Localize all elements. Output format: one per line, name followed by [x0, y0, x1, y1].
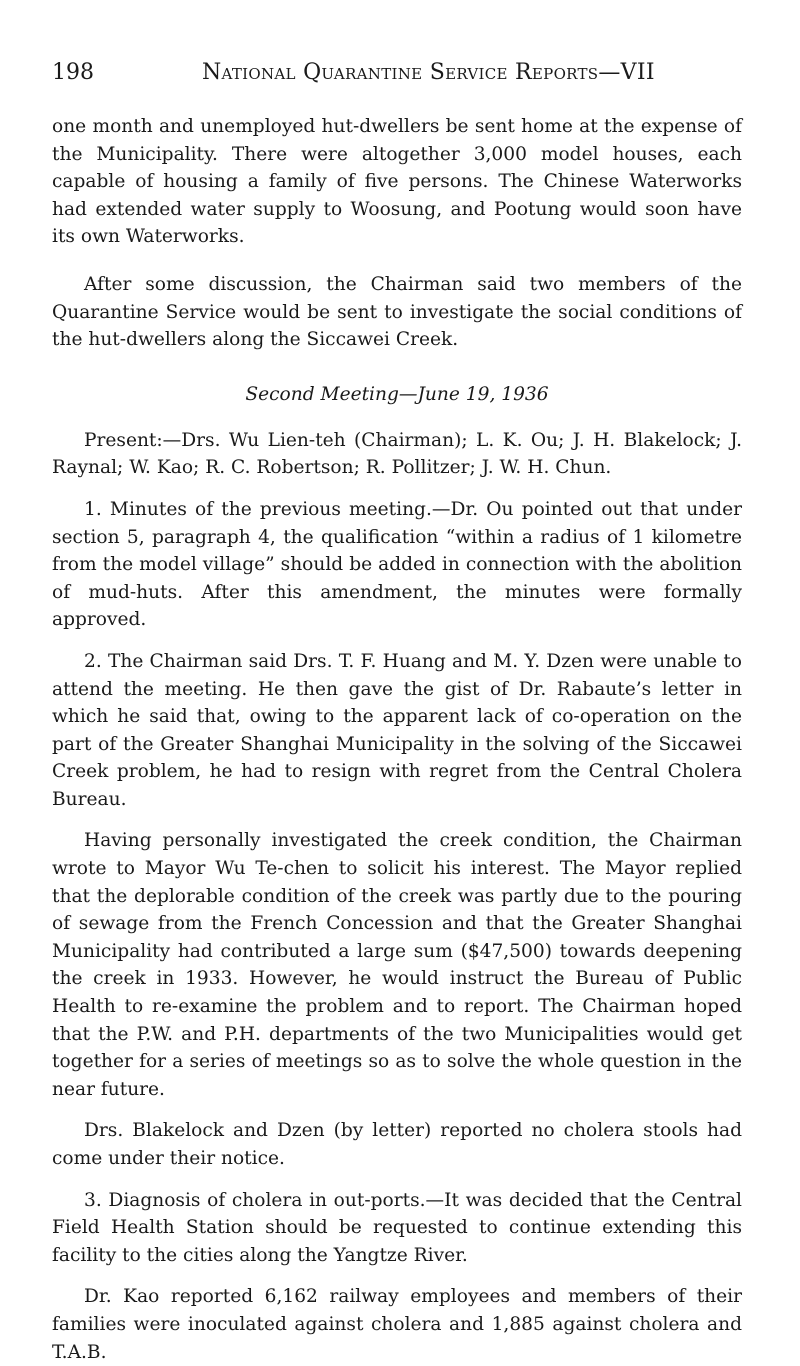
paragraph-cholera-stools: Drs. Blakelock and Dzen (by letter) reported no cholera stools had come under their notice. — [52, 1120, 742, 1169]
paragraph-creek-condition: Having personally investigated the creek condition, the Chairman wrote to Mayor Wu Te-chen to solicit his interest. The Mayor replied that the deplorable condition of the creek was partly due to the pouring of sewage from the French Concession and that the Greater Shanghai Municipality had contributed a large sum ($47,500) towards deepening the creek in 1933. However, he would instruct the Bureau of Public Health to re-examine the problem and to report. The Chairman hoped that the P.W. and P.H. departments of the two Municipalities would get together for a series of meetings so as to solve the whole question in the near future. — [52, 830, 742, 1100]
paragraph-chairman-resignation: 2. The Chairman said Drs. T. F. Huang and M. Y. Dzen were unable to attend the meeting. He then gave the gist of Dr. Rabaute’s letter in which he said that, owing to the apparent lack of co-operation on the part of the Greater Shanghai Municipality in the solving of the Siccawei Creek problem, he had to resign with regret from the Central Cholera Bureau. — [52, 650, 742, 810]
document-page — [52, 60, 742, 1366]
paragraph-continuation: one month and unemployed hut-dwellers be sent home at the expense of the Municipality. There were altogether 3,000 model houses, each capable of housing a family of five persons. The Chinese Waterworks had extended water supply to Woosung, and Pootung would soon have its own Waterworks. — [52, 116, 742, 248]
section-heading: Second Meeting—June 19, 1936 — [245, 383, 549, 405]
paragraph-present: Present:—Drs. Wu Lien-teh (Chairman); L. K. Ou; J. H. Blakelock; J. Raynal; W. Kao; R. C. Robertson; R. Pollitzer; J. W. H. Chun. — [52, 429, 742, 479]
running-title: National Quarantine Service Reports—VII — [202, 60, 655, 85]
paragraph-diagnosis: 3. Diagnosis of cholera in out-ports.—It was decided that the Central Field Health Station should be requested to continue extending this facility to the cities along the Yangtze River. — [52, 1189, 742, 1266]
body-text — [52, 113, 742, 1366]
paragraph-discussion: After some discussion, the Chairman said two members of the Quarantine Service would be sent to investigate the social conditions of the hut-dwellers along the Siccawei Creek. — [52, 273, 742, 351]
paragraph-inoculation: Dr. Kao reported 6,162 railway employees and members of their families were inoculated against cholera and 1,885 against cholera and T.A.B. — [52, 1286, 742, 1363]
page-number: 198 — [52, 60, 94, 85]
running-head — [52, 60, 742, 85]
paragraph-minutes: 1. Minutes of the previous meeting.—Dr. Ou pointed out that under section 5, paragraph 4, the qualification “within a radius of 1 kilometre from the model village” should be added in connection with the abolition of mud-huts. After this amendment, the minutes were formally approved. — [52, 498, 742, 631]
